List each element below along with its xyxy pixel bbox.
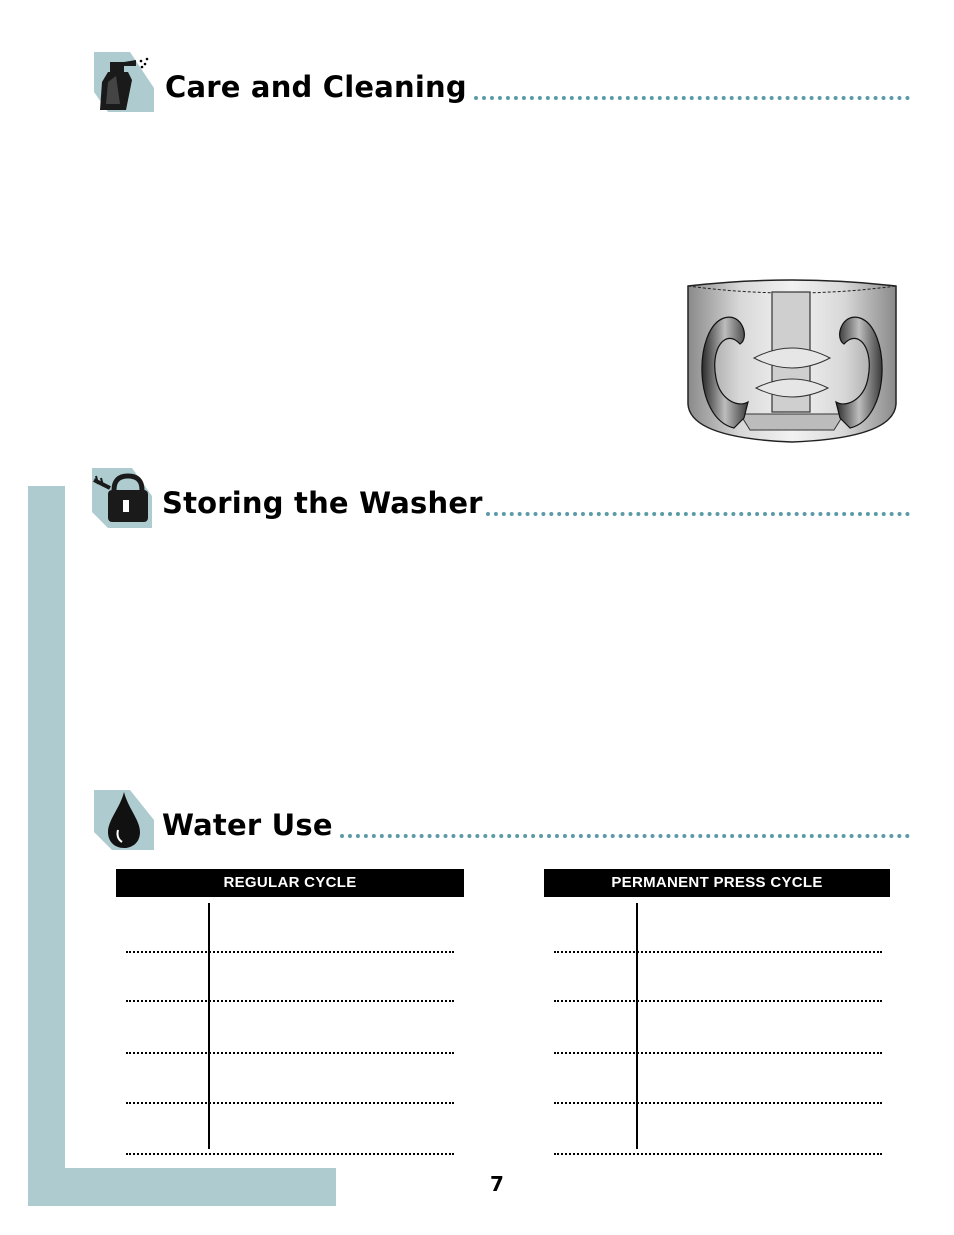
care-cleaning-title: Care and Cleaning [165,70,467,104]
table-row [554,1000,882,1002]
sidebar-accent-vertical [28,486,65,1206]
permanent-press-table [544,869,890,1159]
padlock-key-icon [92,468,152,528]
table-row [126,1000,454,1002]
regular-cycle-header: REGULAR CYCLE [116,869,464,897]
permanent-press-divider [636,903,638,1149]
table-row [554,1052,882,1054]
spray-bottle-icon [94,52,154,112]
storing-washer-leader [486,512,910,516]
sidebar-accent-horizontal [28,1168,336,1206]
table-row [554,951,882,953]
washer-drum-illustration [684,278,900,446]
page-number: 7 [490,1172,504,1196]
water-use-leader [340,834,910,838]
storing-washer-header [92,468,910,532]
table-row [126,1153,454,1155]
table-row [554,1102,882,1104]
water-drop-icon [94,790,154,850]
regular-cycle-table [116,869,464,1159]
water-use-header [94,790,910,854]
care-cleaning-header [94,52,910,116]
table-row [126,1102,454,1104]
water-use-title: Water Use [162,808,333,842]
table-row [554,1153,882,1155]
permanent-press-header: PERMANENT PRESS CYCLE [544,869,890,897]
table-row [126,951,454,953]
regular-cycle-divider [208,903,210,1149]
care-cleaning-leader [474,96,910,100]
table-row [126,1052,454,1054]
storing-washer-title: Storing the Washer [162,486,483,520]
